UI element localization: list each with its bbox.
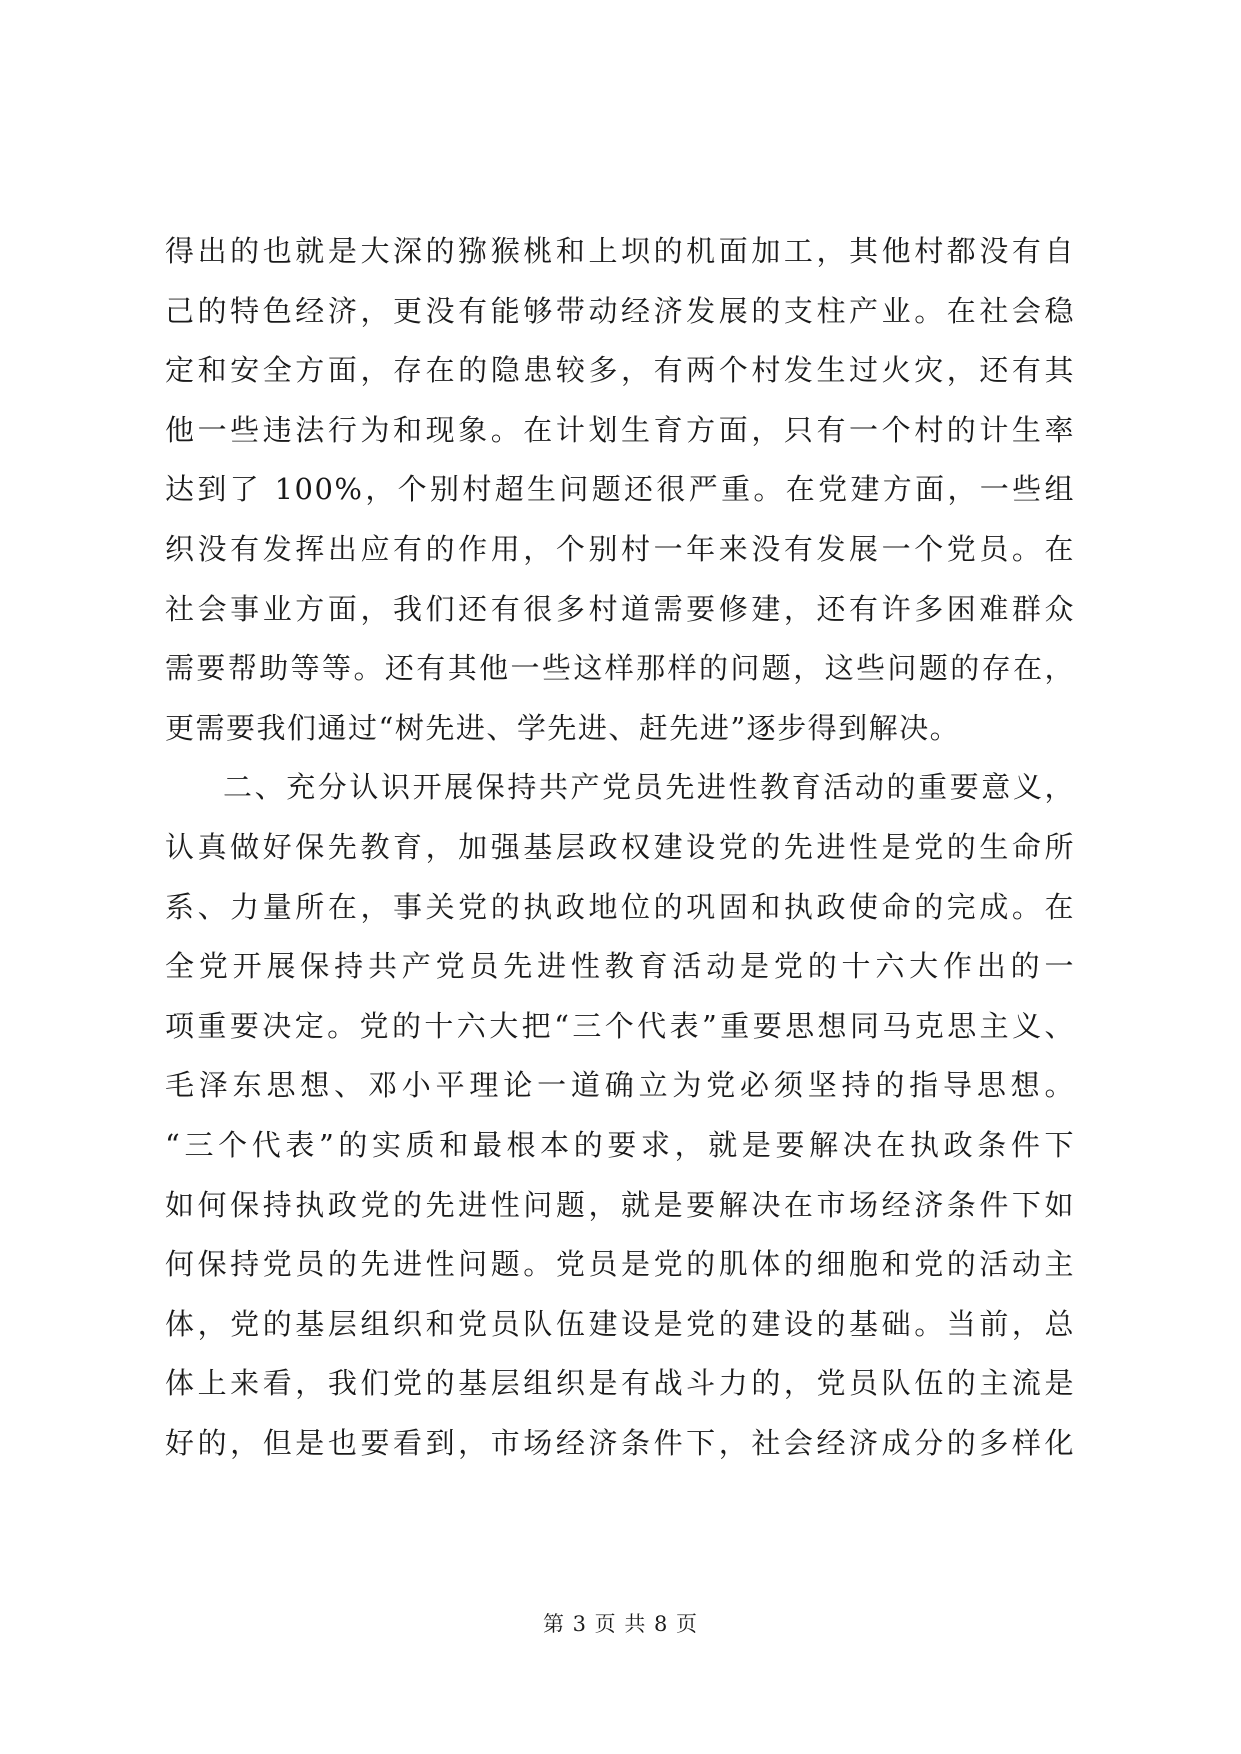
text-line: 更需要我们通过“树先进、学先进、赶先进”逐步得到解决。 (165, 710, 961, 745)
text-line: 系、力量所在，事关党的执政地位的巩固和执政使命的完成。在 (165, 889, 1075, 924)
section-heading-line: 二、充分认识开展保持共产党员先进性教育活动的重要意义， (223, 770, 1075, 805)
text-line: 项重要决定。党的十六大把“三个代表”重要思想同马克思主义、 (165, 1008, 1075, 1043)
text-line: 毛泽东思想、邓小平理论一道确立为党必须坚持的指导思想。 (165, 1068, 1075, 1103)
text-line: 织没有发挥出应有的作用，个别村一年来没有发展一个党员。在 (165, 531, 1075, 566)
text-line: 体，党的基层组织和党员队伍建设是党的建设的基础。当前，总 (165, 1306, 1075, 1341)
text-line: 社会事业方面，我们还有很多村道需要修建，还有许多困难群众 (165, 591, 1075, 626)
text-line: 己的特色经济，更没有能够带动经济发展的支柱产业。在社会稳 (165, 293, 1075, 328)
text-line: 好的，但是也要看到，市场经济条件下，社会经济成分的多样化 (165, 1425, 1075, 1460)
text-line: 达到了 100%，个别村超生问题还很严重。在党建方面，一些组 (165, 472, 1075, 507)
text-line: 体上来看，我们党的基层组织是有战斗力的，党员队伍的主流是 (165, 1366, 1075, 1401)
text-line: 何保持党员的先进性问题。党员是党的肌体的细胞和党的活动主 (165, 1247, 1075, 1282)
text-line: 需要帮助等等。还有其他一些这样那样的问题，这些问题的存在， (165, 651, 1075, 686)
text-line: 如何保持执政党的先进性问题，就是要解决在市场经济条件下如 (165, 1187, 1075, 1222)
text-line: 得出的也就是大深的猕猴桃和上坝的机面加工，其他村都没有自 (165, 234, 1075, 268)
text-line: 全党开展保持共产党员先进性教育活动是党的十六大作出的一 (165, 949, 1075, 984)
text-line: 认真做好保先教育，加强基层政权建设党的先进性是党的生命所 (165, 829, 1075, 864)
text-line: “三个代表”的实质和最根本的要求，就是要解决在执政条件下 (165, 1127, 1075, 1162)
text-line: 他一些违法行为和现象。在计划生育方面，只有一个村的计生率 (165, 412, 1075, 447)
page-number-footer: 第 3 页 共 8 页 (542, 1612, 699, 1636)
document-body (165, 222, 1075, 1473)
text-line: 定和安全方面，存在的隐患较多，有两个村发生过火灾，还有其 (165, 353, 1075, 388)
